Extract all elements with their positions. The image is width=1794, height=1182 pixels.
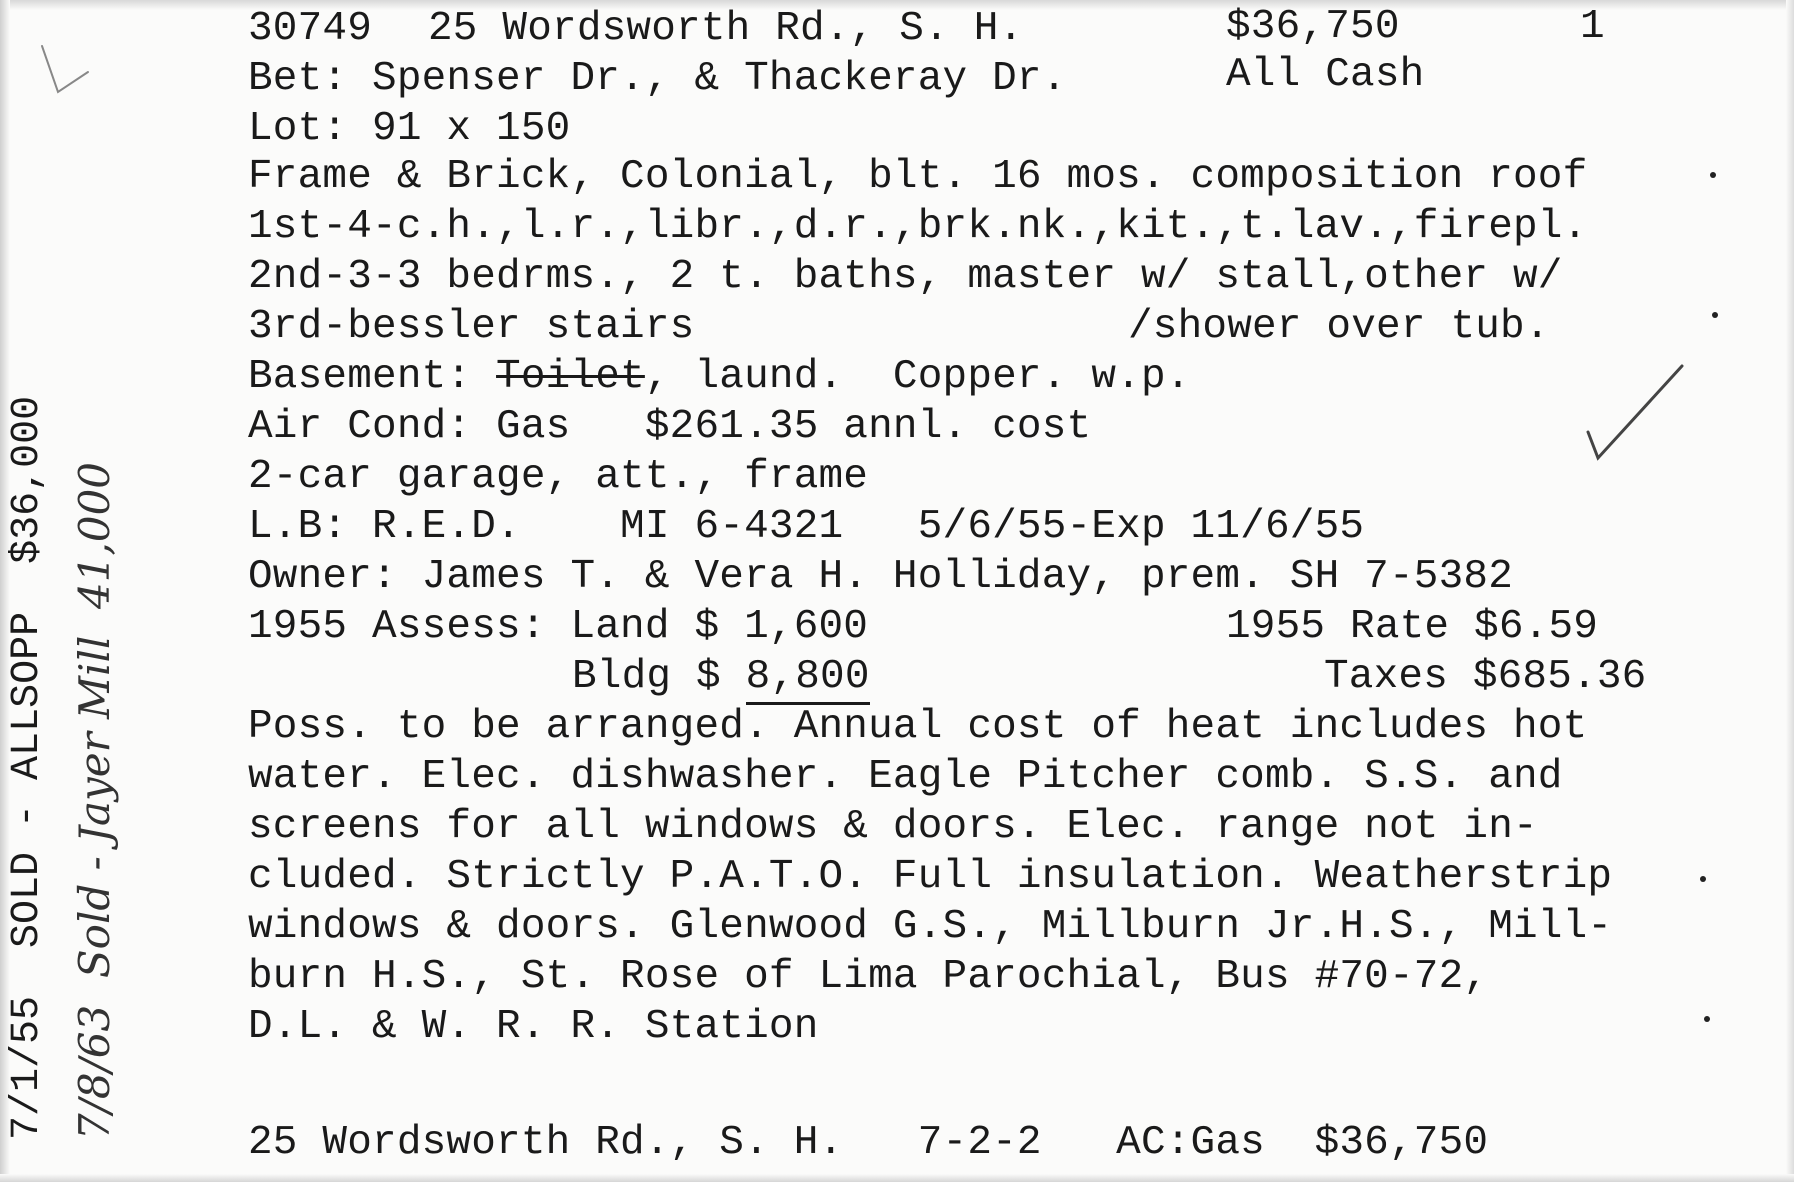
air-conditioning: Air Cond: Gas $261.35 annl. cost [248,404,1092,450]
remarks-line: windows & doors. Glenwood G.S., Millburn Jr.H.S., Mill- [248,904,1613,950]
basement-rest: , laund. Copper. w.p. [644,354,1191,400]
sold-stamp-typed: 7/1/55 SOLD - ALLSOPP $36,000 [5,395,50,1140]
listing-number: 30749 [248,6,373,52]
first-floor: 1st-4-c.h.,l.r.,libr.,d.r.,brk.nk.,kit.,t.lav.,firepl. [248,204,1588,250]
margin-dot [1700,876,1706,882]
between-streets: Bet: Spenser Dr., & Thackeray Dr. [248,56,1067,102]
third-floor: 3rd-bessler stairs [248,304,695,350]
lot-size: Lot: 91 x 150 [248,106,571,152]
address-line: 25 Wordsworth Rd., S. H. [428,6,1024,52]
footer-summary: 25 Wordsworth Rd., S. H. 7-2-2 AC:Gas $36,750 [248,1120,1489,1166]
checkmark-icon [1588,366,1682,458]
listing-broker: L.B: R.E.D. MI 6-4321 5/6/55-Exp 11/6/55 [248,504,1365,550]
second-floor: 2nd-3-3 bedrms., 2 t. baths, master w/ stall,other w/ [248,254,1563,300]
card-number: 1 [1580,4,1605,50]
bldg-label: Bldg $ [572,654,746,700]
remarks-line: D.L. & W. R. R. Station [248,1004,819,1050]
remarks-line: Poss. to be arranged. Annual cost of heat includes hot [248,704,1588,750]
price: $36,750 [1226,4,1400,50]
basement-struck-item: Toilet [496,354,645,400]
remarks-line: burn H.S., St. Rose of Lima Parochial, Bus #70-72, [248,954,1489,1000]
bldg-value: 8,800 [746,654,870,705]
construction: Frame & Brick, Colonial, blt. 16 mos. composition roof [248,154,1588,200]
basement-label: Basement: [248,354,497,400]
tax-rate: 1955 Rate $6.59 [1226,604,1599,650]
sold-note-handwritten: 7/8/63 Sold - Jayer Mill 41,000 [70,461,119,1140]
shower-note: /shower over tub. [1128,304,1550,350]
assessment-land: 1955 Assess: Land $ 1,600 [248,604,869,650]
owner: Owner: James T. & Vera H. Holliday, prem. SH 7-5382 [248,554,1514,600]
margin-dot [1712,312,1718,318]
garage: 2-car garage, att., frame [248,454,869,500]
remarks-line: screens for all windows & doors. Elec. range not in- [248,804,1538,850]
taxes: Taxes $685.36 [1324,654,1647,700]
corner-tick-icon [42,46,88,92]
terms: All Cash [1226,52,1425,98]
margin-dot [1710,172,1716,178]
remarks-line: cluded. Strictly P.A.T.O. Full insulation. Weatherstrip [248,854,1613,900]
margin-dot [1704,1016,1710,1022]
remarks-line: water. Elec. dishwasher. Eagle Pitcher comb. S.S. and [248,754,1563,800]
